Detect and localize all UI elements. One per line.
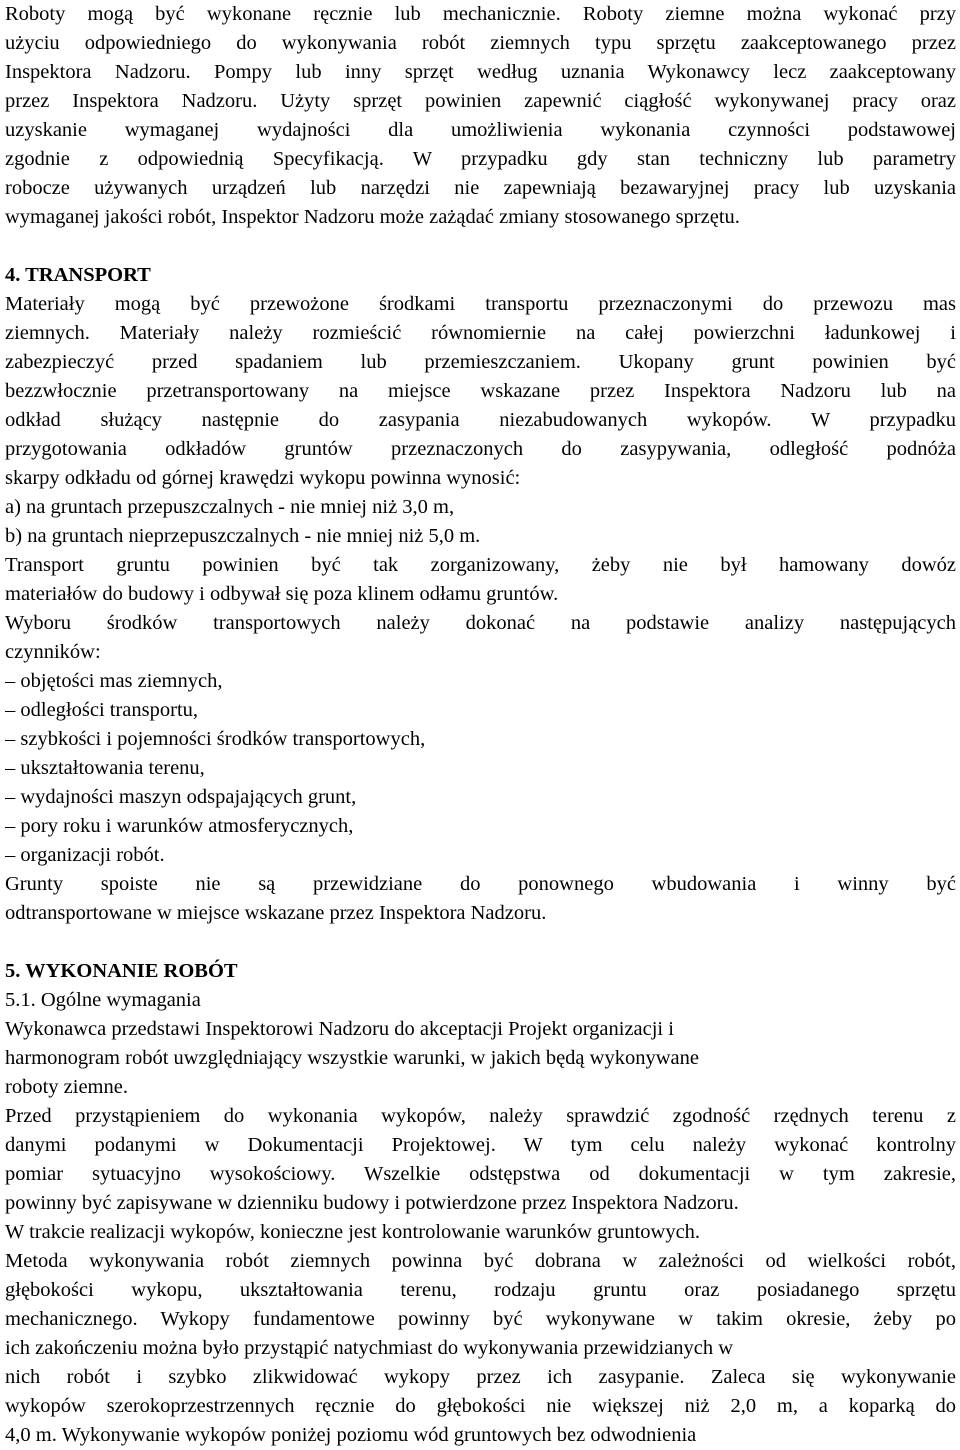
text-line: Wykonawca przedstawi Inspektorowi Nadzoru do akceptacji Projekt organizacji i bbox=[5, 1018, 674, 1040]
section-transport bbox=[5, 261, 956, 928]
text-line: Grunty spoiste nie są przewidziane do ponownego wbudowania i winny być bbox=[5, 873, 956, 895]
list-item: a) na gruntach przepuszczalnych - nie mniej niż 3,0 m, bbox=[5, 496, 455, 518]
text-line: bezzwłocznie przetransportowany na miejsce wskazane przez Inspektora Nadzoru lub na bbox=[5, 380, 956, 402]
text-line: skarpy odkładu od górnej krawędzi wykopu powinna wynosić: bbox=[5, 467, 521, 489]
text-line: Przed przystąpieniem do wykonania wykopów, należy sprawdzić zgodność rzędnych terenu z bbox=[5, 1105, 956, 1127]
text-line: wykopów szerokoprzestrzennych ręcznie do głębokości nie większej niż 2,0 m, a koparką do bbox=[5, 1395, 956, 1417]
text-line: robocze używanych urządzeń lub narzędzi nie zapewniają bezawaryjnej pracy lub uzyskania bbox=[5, 177, 956, 199]
text-line: Roboty mogą być wykonane ręcznie lub mechanicznie. Roboty ziemne można wykonać przy bbox=[5, 3, 956, 25]
list-item: – objętości mas ziemnych, bbox=[5, 670, 223, 692]
text-line: odkład służący następnie do zasypania niezabudowanych wykopów. W przypadku bbox=[5, 409, 956, 431]
text-line: powinny być zapisywane w dzienniku budowy i potwierdzone przez Inspektora Nadzoru. bbox=[5, 1192, 739, 1214]
text-line: 4,0 m. Wykonywanie wykopów poniżej poziomu wód gruntowych bez odwodnienia bbox=[5, 1424, 697, 1446]
text-line: odtransportowane w miejsce wskazane przez Inspektora Nadzoru. bbox=[5, 902, 547, 924]
list-item: – organizacji robót. bbox=[5, 844, 165, 866]
text-line: roboty ziemne. bbox=[5, 1076, 128, 1098]
list-item: – wydajności maszyn odspajających grunt, bbox=[5, 786, 357, 808]
text-line: wymaganej jakości robót, Inspektor Nadzoru może zażądać zmiany stosowanego sprzętu. bbox=[5, 206, 740, 228]
text-line: głębokości wykopu, ukształtowania terenu, rodzaju gruntu oraz posiadanego sprzętu bbox=[5, 1279, 956, 1301]
subsection-heading: 5.1. Ogólne wymagania bbox=[5, 989, 201, 1011]
text-line: uzyskanie wymaganej wydajności dla umożliwienia wykonania czynności podstawowej bbox=[5, 119, 956, 141]
text-line: materiałów do budowy i odbywał się poza klinem odłamu gruntów. bbox=[5, 583, 559, 605]
text-line: W trakcie realizacji wykopów, konieczne jest kontrolowanie warunków gruntowych. bbox=[5, 1221, 701, 1243]
list-item: – odległości transportu, bbox=[5, 699, 199, 721]
text-line: zabezpieczyć przed spadaniem lub przemieszczaniem. Ukopany grunt powinien być bbox=[5, 351, 956, 373]
text-line: użyciu odpowiedniego do wykonywania robót ziemnych typu sprzętu zaakceptowanego przez bbox=[5, 32, 956, 54]
text-line: przez Inspektora Nadzoru. Użyty sprzęt powinien zapewnić ciągłość wykonywanej pracy oraz bbox=[5, 90, 956, 112]
section-heading: 4. TRANSPORT bbox=[5, 264, 151, 286]
text-line: ich zakończeniu można było przystąpić natychmiast do wykonywania przewidzianych w bbox=[5, 1337, 734, 1359]
paragraph-equipment bbox=[5, 0, 956, 232]
spacer bbox=[5, 232, 956, 261]
section-execution bbox=[5, 957, 956, 1450]
text-line: ziemnych. Materiały należy rozmieścić równomiernie na całej powierzchni ładunkowej i bbox=[5, 322, 956, 344]
text-line: Wyboru środków transportowych należy dokonać na podstawie analizy następujących bbox=[5, 612, 956, 634]
text-line: zgodnie z odpowiednią Specyfikacją. W przypadku gdy stan techniczny lub parametry bbox=[5, 148, 956, 170]
text-line: nich robót i szybko zlikwidować wykopy przez ich zasypanie. Zaleca się wykonywanie bbox=[5, 1366, 956, 1388]
spacer bbox=[5, 928, 956, 957]
text-line: pomiar sytuacyjno wysokościowy. Wszelkie odstępstwa od dokumentacji w tym zakresie, bbox=[5, 1163, 956, 1185]
text-line: przygotowania odkładów gruntów przeznaczonych do zasypywania, odległość podnóża bbox=[5, 438, 956, 460]
text-line: czynników: bbox=[5, 641, 101, 663]
list-item: – ukształtowania terenu, bbox=[5, 757, 205, 779]
text-line: Materiały mogą być przewożone środkami transportu przeznaczonymi do przewozu mas bbox=[5, 293, 956, 315]
list-item: – szybkości i pojemności środków transportowych, bbox=[5, 728, 426, 750]
text-line: danymi podanymi w Dokumentacji Projektowej. W tym celu należy wykonać kontrolny bbox=[5, 1134, 956, 1156]
list-item: b) na gruntach nieprzepuszczalnych - nie mniej niż 5,0 m. bbox=[5, 525, 481, 547]
text-line: harmonogram robót uwzględniający wszystkie warunki, w jakich będą wykonywane bbox=[5, 1047, 699, 1069]
section-heading: 5. WYKONANIE ROBÓT bbox=[5, 960, 238, 982]
text-line: Inspektora Nadzoru. Pompy lub inny sprzęt według uznania Wykonawcy lecz zaakceptowany bbox=[5, 61, 956, 83]
factors-list bbox=[5, 667, 956, 870]
text-line: mechanicznego. Wykopy fundamentowe powinny być wykonywane w takim okresie, żeby po bbox=[5, 1308, 956, 1330]
text-line: Transport gruntu powinien być tak zorganizowany, żeby nie był hamowany dowóz bbox=[5, 554, 956, 576]
text-line: Metoda wykonywania robót ziemnych powinna być dobrana w zależności od wielkości robót, bbox=[5, 1250, 956, 1272]
list-item: – pory roku i warunków atmosferycznych, bbox=[5, 815, 354, 837]
